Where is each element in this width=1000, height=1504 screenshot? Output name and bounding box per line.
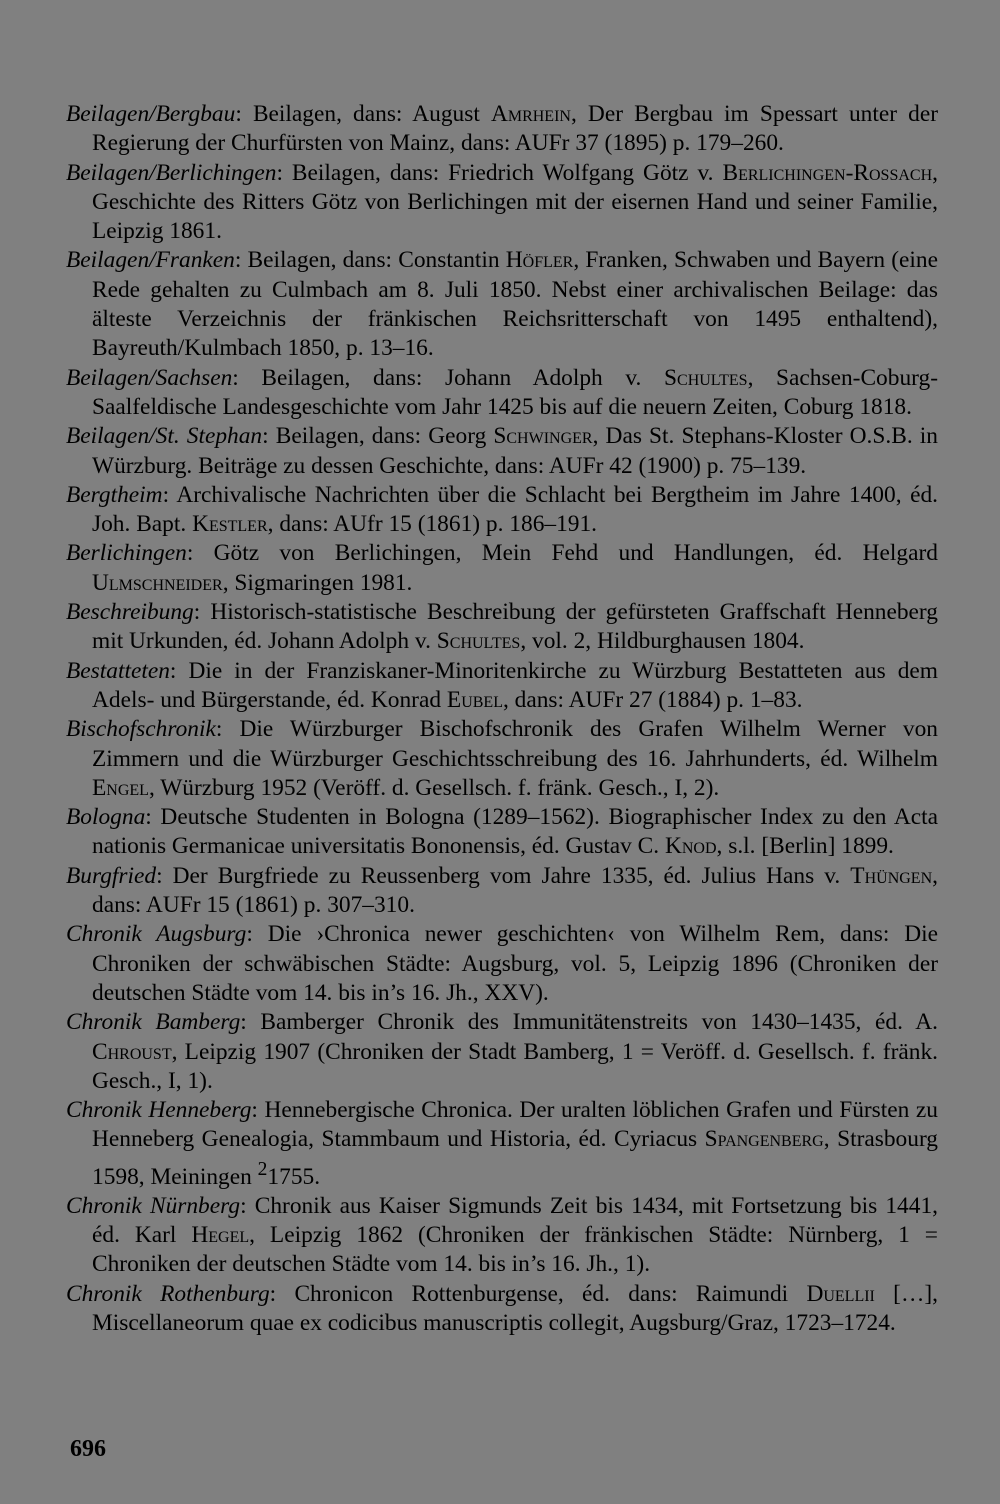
bibliography-entry — [66, 246, 938, 363]
entry-text: […], Miscellaneorum quae ex codicibus manuscriptis collegit, Augsburg/Graz, 1723–1724. — [92, 1280, 938, 1336]
bibliography-entry — [66, 803, 938, 862]
entry-text: : Götz von Berlichingen, Mein Fehd und Handlungen, éd. Helgard — [186, 540, 938, 567]
author-name: Ulmschneider — [92, 569, 223, 596]
entry-text: , Der Bergbau im Spessart unter der Regierung der Churfürsten von Mainz, dans: AUFr 37 (1895) p. 179–260. — [92, 101, 938, 157]
entry-text: , Das St. Stephans-Kloster O.S.B. in Würzburg. Beiträge zu dessen Geschichte, dans: AUFr 42 (1900) p. 75–139. — [92, 423, 938, 479]
entry-term: Bergtheim — [66, 481, 163, 508]
author-name: Hegel — [191, 1222, 250, 1249]
entry-text: , vol. 2, Hildburghausen 1804. — [520, 628, 805, 655]
author-name: Eubel — [446, 686, 503, 713]
entry-text: : Beilagen, dans: Johann Adolph v. — [232, 364, 665, 391]
entry-term: Burgfried — [66, 862, 157, 889]
bibliography-entry — [66, 100, 938, 159]
entry-term: Chronik Rothenburg — [66, 1280, 270, 1307]
bibliography-entry — [66, 481, 938, 540]
bibliography-list — [66, 100, 938, 1338]
entry-text: , Sachsen-Coburg-Saalfeldische Landesgeschichte vom Jahr 1425 bis auf die neuern Zeiten, Coburg 1818. — [92, 364, 938, 420]
entry-term: Chronik Nürnberg — [66, 1192, 241, 1219]
entry-text: : Bamberger Chronik des Immunitätenstreits von 1430–1435, éd. A. — [240, 1009, 938, 1036]
bibliography-entry — [66, 657, 938, 716]
author-name: Chroust — [92, 1038, 172, 1065]
entry-term: Bestatteten — [66, 657, 170, 684]
entry-text: , Würzburg 1952 (Veröff. d. Gesellsch. f. fränk. Gesch., I, 2). — [148, 774, 720, 801]
entry-text: : Hennebergische Chronica. Der uralten löblichen Grafen und Fürsten zu Henneberg Genealogia, Stammbaum und Historia, éd. Cyriacus — [92, 1097, 938, 1153]
author-name: Amrhein — [490, 101, 571, 127]
entry-term: Beschreibung — [66, 599, 194, 626]
entry-term: Beilagen/Berlichingen — [66, 159, 277, 186]
entry-text: : Der Burgfriede zu Reussenberg vom Jahre 1335, éd. Julius Hans v. — [156, 862, 851, 889]
entry-text: , dans: AUFr 27 (1884) p. 1–83. — [502, 686, 803, 713]
bibliography-entry — [66, 539, 938, 598]
author-name: Engel — [92, 774, 149, 801]
entry-text: 1755. — [267, 1163, 321, 1190]
author-name: Spangenberg — [704, 1126, 824, 1153]
author-name: Thüngen — [850, 862, 933, 889]
entry-text: , Franken, Schwaben und Bayern (eine Rede gehalten zu Culmbach am 8. Juli 1850. Nebst einer archivalischen Beilage: das älteste Verzeichnis der fränkischen Reichsritterschaft von 1495 enthaltend), Bayreuth/Kulmbach 1850, p. 13–16. — [92, 247, 938, 362]
entry-text: : Die Würzburger Bischofschronik des Grafen Wilhelm Werner von Zimmern und die Würzburger Geschichtsschreibung des 16. Jahrhunderts, éd. Wilhelm — [92, 716, 938, 772]
author-name: Schultes — [436, 628, 521, 655]
entry-text: : Beilagen, dans: August — [235, 101, 491, 127]
entry-text: : Beilagen, dans: Constantin — [234, 247, 506, 274]
entry-text: : Chronicon Rottenburgense, éd. dans: Raimundi — [269, 1280, 807, 1307]
entry-text: : Deutsche Studenten in Bologna (1289–1562). Biographischer Index zu den Acta nationis Germanicae universitatis Bononensis, éd. Gustav C. — [92, 804, 938, 860]
bibliography-entry — [66, 715, 938, 803]
author-name: Schwinger — [493, 423, 593, 450]
bibliography-entry — [66, 364, 938, 423]
entry-text: , Strasbourg 1598, Meiningen — [92, 1126, 939, 1190]
entry-text: , Leipzig 1907 (Chroniken der Stadt Bamberg, 1 = Veröff. d. Gesellsch. f. fränk. Gesch., I, 1). — [92, 1038, 938, 1094]
author-name: Duellii — [806, 1280, 875, 1307]
entry-text: : Beilagen, dans: Georg — [262, 423, 494, 450]
author-name: Kestler — [192, 511, 268, 538]
entry-text: : Die in der Franziskaner-Minoritenkirche zu Würzburg Bestatteten aus dem Adels- und Bürgerstande, éd. Konrad — [92, 657, 938, 713]
entry-text: , Geschichte des Ritters Götz von Berlichingen mit der eisernen Hand und seiner Familie, Leipzig 1861. — [92, 159, 938, 245]
entry-text: : Chronik aus Kaiser Sigmunds Zeit bis 1434, mit Fortsetzung bis 1441, éd. Karl — [92, 1192, 938, 1249]
bibliography-entry — [66, 1096, 938, 1192]
entry-term: Chronik Henneberg — [66, 1097, 252, 1124]
entry-text: , dans: AUfr 15 (1861) p. 186–191. — [267, 511, 598, 538]
bibliography-entry — [66, 159, 938, 247]
author-name: Knod — [664, 833, 717, 860]
author-name: Berlichingen-Rossach — [722, 159, 933, 186]
entry-term: Beilagen/St. Stephan — [66, 423, 263, 450]
bibliography-entry — [66, 598, 938, 657]
entry-term: Bischofschronik — [66, 716, 216, 743]
entry-term: Beilagen/Franken — [66, 247, 235, 274]
entry-term: Chronik Augsburg — [66, 921, 247, 948]
author-name: Höfler — [505, 247, 574, 274]
entry-text: , s.l. [Berlin] 1899. — [716, 833, 894, 860]
bibliography-entry — [66, 1008, 938, 1096]
entry-term: Chronik Bamberg — [66, 1009, 241, 1036]
entry-text: , Sigmaringen 1981. — [222, 569, 413, 596]
bibliography-entry — [66, 862, 938, 921]
entry-term: Beilagen/Sachsen — [66, 364, 233, 391]
entry-text: : Historisch-statistische Beschreibung der gefürsteten Graffschaft Henneberg mit Urkunden, éd. Johann Adolph v. — [92, 599, 938, 655]
edition-superscript: 2 — [257, 1158, 268, 1180]
entry-text: , Leipzig 1862 (Chroniken der fränkischen Städte: Nürnberg, 1 = Chroniken der deutschen Städte vom 14. bis in’s 16. Jh., 1). — [92, 1222, 938, 1278]
entry-text: : Die ›Chronica newer geschichten‹ von Wilhelm Rem, dans: Die Chroniken der schwäbischen Städte: Augsburg, vol. 5, Leipzig 1896 (Chroniken der deutschen Städte vom 14. bis in’s 16. Jh., XXV). — [92, 921, 938, 1006]
entry-text: , dans: AUFr 15 (1861) p. 307–310. — [92, 862, 938, 919]
entry-term: Beilagen/Bergbau — [66, 101, 236, 127]
bibliography-entry — [66, 920, 938, 1008]
page-number: 696 — [70, 1436, 106, 1462]
bibliography-entry — [66, 1280, 938, 1339]
author-name: Schultes — [664, 364, 748, 391]
entry-term: Berlichingen — [66, 540, 187, 567]
entry-text: : Archivalische Nachrichten über die Schlacht bei Bergtheim im Jahre 1400, éd. Joh. Bapt. — [92, 481, 938, 538]
entry-term: Bologna — [66, 804, 146, 831]
bibliography-entry — [66, 422, 938, 481]
bibliography-entry — [66, 1192, 938, 1280]
entry-text: : Beilagen, dans: Friedrich Wolfgang Götz v. — [276, 159, 723, 186]
